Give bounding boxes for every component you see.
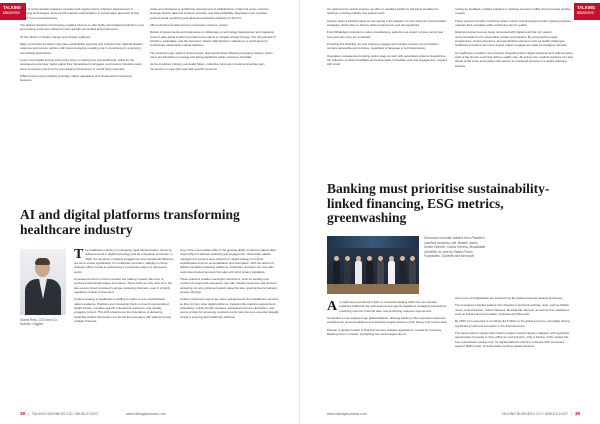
paragraph: Referral programmes are being reinvented with digital tools that turn patient recommendations into measurable growth opportunities. By incorporating loyalty programmes, reward structures, and gamification elements such as health challenges, healthcare providers can foster deeper patient engagement while encouraging referrals. (455, 30, 568, 48)
subheading: AM insurtech innovation and no cooperation insurers, insurer. (150, 23, 229, 28)
paragraph: These solutions enable meaningful interactions, such as sending new mothers IF tough post-pregnancy care with relevant resources and services, delivering not only enhanced patient value but also opportunities for tailored service offerings. (180, 277, 278, 295)
paragraph: These systems simplify monitoring online reviews and developing trends, helping practices maintain their reputation while reinforcing service quality. (455, 18, 571, 28)
paragraph: Generative AI can analyse huge global datasets, allowing banks to offer corporate customers predictive tax recommendations and accurate insights based on their history and current data. (327, 316, 448, 325)
author-caption: Gianni Reis, COO and Co-founder, Giggles (20, 318, 58, 327)
subheading: AT the effects of climate change spur climate resilience (20, 34, 91, 39)
paragraph: Lower- and middle-income economies focus on saving lives and livelihoods, whilst for the developed economies, banks adjust their risk-adjusted mortgages, and insurers introduce lower home insurance premiums by encouraging homeowners to retrofit their properties. (20, 58, 142, 71)
paragraph: Today's consumers expect the same seamlessness from healthcare services as they do from other digital platforms. Features like real-time appointment scheduling, mobile-friendly websites, transparent service information, and secure portals for accessing medical records have become essential. Equally critical is ensuring that healthcare websites (180, 297, 279, 319)
paragraph: those of communication between investors and registry teams collective advancement in emerging technologies. Insurers still maintain intermediation to conservative approach across health, home and automotive. (20, 7, 140, 20)
right-article-column-1 (327, 300, 449, 339)
paragraph: Major economies introduce corporate sustainability reporting and continue their national disaster response and recover policies, with insurers playing a leading role in compliance by employing remodelling approaches. (20, 42, 143, 55)
author-portrait (20, 249, 66, 315)
paragraph: are optimised for search engines, as older or outdated platforms risk being penalised in rankings, reducing visibility and patient reach. (327, 7, 439, 16)
paragraph: One of the most notable shifts is the growing ability to harness patient data responsibly for tailored marketing and engagement. Historically, patient management systems were siloed from digital strategy but hybrid sophisticated tools for personalisation and automation. With the advent of HIPAA-compliant marketing platforms, healthcare providers can now offer customised patient journeys that align with strict privacy standards. (180, 248, 276, 274)
paragraph: AI-powered tools for content creation are making it easier than ever to produce professional images and videos. These tools not only save time, but also ensure brand consistency across marketing channels, even in a highly regulated medical environment. (74, 277, 172, 295)
paragraph: As healthcare providers must prioritise integrating these digital advancements without losing sight of the human touch that defines quality care. By acting now, medical practices can stay ahead of the curve and position themselves for sustained success in a rapidly changing industry. (455, 50, 573, 68)
paragraph: As could have a profound impact on corporate banking within the next decade, replacing traditional role with autonomous agents capable of managing transactions, predicting real-time financial data, and enhancing customer experiences. (327, 299, 447, 314)
paragraph: routing for feedback, enables practices to address concerns swiftly and encourage positive reviews. (455, 7, 571, 16)
paragraph: As the insurance industry eventually falters, collective risk pools in local communities gain momentum to cope with regionally specific concerns. (150, 62, 265, 71)
paragraph: Content strategy in healthcare is shifting to reflect a more sophisticated patient audience. Practices are increasingly likely to invest in personalised health articles, condition-specific educational resources, and visually engaging content. This shift underscores the importance of delivering medically-verified information in a format that resonates with patients across multiple channels. (74, 297, 172, 324)
article-headline: Banking must prioritise sustainability-linked financing, ESG metrics, greenwashing (327, 181, 550, 225)
paragraph: and end-to-end digitisation are transforming the global corporate banking landscape. (455, 296, 563, 300)
left-top-column-1 (20, 7, 144, 86)
footer-url: www.talkingbusiness.com (126, 412, 166, 416)
paragraph: codes are introduced to prohibit the development of infrastructure in high risk zones. Insurers leverage historic data and enhance accuracy and data availability. Regulators now mandate environmental monitoring and advanced predictive analytics for the firm. (150, 7, 269, 20)
page-number: 39 (574, 411, 580, 416)
paragraph: By 2030, AI is expected to contribute $1.5 trillion to the global economy, potentially driving significant growth and innovation in the financial sector. (455, 319, 570, 328)
paragraph: Paradie, a global provider of financial services software applications, hosted its Corporate Banking Forum in Dubai, spotlighting how technologies like AI (327, 327, 442, 337)
right-footer: www.talkingbusiness.com TALKING BUSINESS CIO / MIDDLE EAST | 39 (327, 411, 580, 416)
left-top-column-2 (150, 7, 278, 74)
paragraph: Reliant of governments and businesses to collaborate on technology development and regulation, insurers take global conflict and undermines efforts to mitigate climate change. The full potential of AI fails to materialise, and the insurance industry falls behind in adapting to a world beset by increasingly catastrophic natural disasters. (150, 30, 276, 48)
left-article-column-2 (180, 248, 280, 322)
talking-business-logo: TALKING Business (574, 3, 600, 20)
left-footer: 38 | TALKING BUSINESS CIO / MIDDLE EAST www.talkingbusiness.com (20, 411, 166, 416)
paragraph: Another area of transformation we are seeing is the adoption of omni-channel communication strategies, which cater to diverse patient preferences and demographics. (327, 18, 447, 28)
drop-cap: T (74, 247, 84, 262)
page-number: 38 (20, 411, 26, 416)
drop-cap: A (327, 299, 338, 314)
paragraph: From WhatsApp reminders to video consultations, patients now expect to have control over how and when they are contacted. (327, 30, 444, 39)
right-top-column-2 (455, 7, 575, 71)
right-article-column-2 (455, 296, 575, 351)
paragraph: Providing this flexibility not only improves engagement but also ensures communication remains accessible and inclusive, regardless of language or technical literacy. (327, 42, 439, 51)
footer-url: www.talkingbusiness.com (327, 412, 367, 416)
talking-business-logo: TALKING Business (0, 3, 26, 20)
right-top-column-1 (327, 7, 449, 70)
magazine-label: TALKING BUSINESS CIO / MIDDLE EAST (501, 412, 569, 416)
photo-caption: Discussion includes leaders from Paradie's Landfare business unit, Bander Jones, Senior Director, Carlos Herrera, Mostafalde Gastelde, as well as Rafael Future Foundation, Gradelle and Microsoft (424, 236, 486, 258)
paragraph: The defined standard of technology enables insurers to offer highly personalised products to new and existing customers, tailored to their specific risk profiles and preferences. (20, 23, 144, 32)
paragraph: The protection gap reaches historic levels, disproportionately affecting emerging markets, where many are left without coverage and facing significant public insurance shortfalls. (150, 50, 273, 60)
left-article-column-1 (74, 248, 174, 327)
paragraph: The healthcare industry is undergoing rapid transformation, driven by advancements in digital technology and the integration of AI tools. In 2025, the dynamics of patient engagement and operational efficiency are set to evolve significantly. For healthcare providers, adapting to these changes will be crucial to maintaining a competitive edge in a fast-paced sector. (74, 247, 174, 274)
article-headline: AI and digital platforms transforming healthcare industry (20, 207, 240, 237)
event-photo (327, 236, 419, 294)
paragraph: While insurers stop providing coverage, safety regulations and climate-driven reinsurers business (20, 74, 133, 83)
magazine-label: TALKING BUSINESS CIO / MIDDLE EAST (31, 412, 99, 416)
paragraph: The panel region's supply chain finance market remains largely untapped, with significant opportunities for banks to drive efficiency and inclusion. Only a fraction of the market has been penetrated, leaving room for digital platforms and AI to enhance SCF processes, support SME growth, and streamline working capital solutions. (455, 331, 569, 349)
paragraph: The executives included leaders from Paradie's Landmark software units, such as Markin Jones, Anand Kannan, Carlos Taravera, Mostafa Abu Serreeh, as well as from institutions such as Dubai Future Foundation, Emirates and Microsoft. (455, 303, 570, 317)
paragraph: Reputation management is taking centre stage as well, with automated systems streamlining the collection of patient feedback and testimonials. Immediate post-visit engagement, coupled with smart (327, 53, 447, 67)
